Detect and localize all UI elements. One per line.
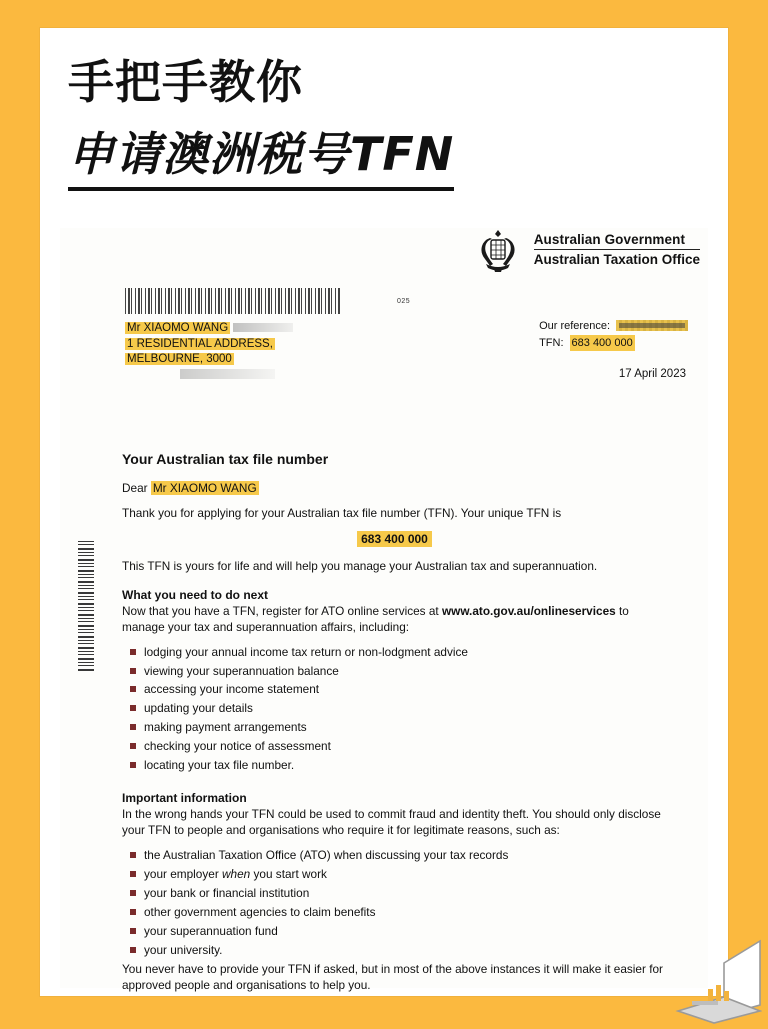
redaction-smudge-2 bbox=[180, 369, 275, 379]
lifetime-note: This TFN is yours for life and will help you manage your Australian tax and superannuation. bbox=[122, 558, 598, 573]
address-block bbox=[125, 321, 293, 379]
salutation-name: Mr XIAOMO WANG bbox=[152, 480, 257, 495]
tfn-display bbox=[122, 531, 667, 548]
our-reference-label: Our reference: bbox=[539, 320, 610, 332]
list-item: locating your tax file number. bbox=[144, 758, 667, 774]
redaction-smudge bbox=[233, 323, 293, 332]
side-barcode bbox=[78, 541, 94, 673]
letter-title: Your Australian tax file number bbox=[122, 451, 329, 467]
divider bbox=[534, 249, 700, 250]
our-reference-redacted-value bbox=[616, 320, 688, 331]
next-steps-text-after: to manage your tax and superannuation affairs, including: bbox=[122, 603, 629, 634]
headline bbox=[68, 55, 628, 191]
letter-date: 17 April 2023 bbox=[618, 368, 686, 380]
reference-block bbox=[539, 318, 688, 351]
salutation bbox=[122, 481, 667, 497]
important-information-paragraph: In the wrong hands your TFN could be used to commit fraud and identity theft. You should only disclose your TFN to people and organisations who require it for legitimate reasons, such as: bbox=[122, 807, 661, 838]
list-item: the Australian Taxation Office (ATO) when discussing your tax records bbox=[144, 848, 667, 864]
addressee-name: Mr XIAOMO WANG bbox=[127, 322, 229, 334]
addressee-line-1: 1 RESIDENTIAL ADDRESS, bbox=[127, 337, 273, 350]
ato-online-services-link[interactable]: www.ato.gov.au/onlineservices bbox=[441, 603, 616, 618]
mail-barcode bbox=[125, 288, 340, 314]
list-item: your university. bbox=[144, 943, 667, 959]
list-item: your bank or financial institution bbox=[144, 886, 667, 902]
ato-branding bbox=[470, 228, 700, 274]
list-item: viewing your superannuation balance bbox=[144, 664, 667, 680]
list-item: lodging your annual income tax return or non-lodgment advice bbox=[144, 645, 667, 661]
next-steps-text-before: Now that you have a TFN, register for ATO online services at bbox=[122, 603, 442, 618]
headline-line-1: 手把手教你 bbox=[68, 55, 303, 109]
list-item: checking your notice of assessment bbox=[144, 739, 667, 755]
laptop-illustration-icon bbox=[632, 919, 762, 1024]
australian-government-label: Australian Government bbox=[533, 232, 686, 247]
tfn-reference-value: 683 400 000 bbox=[570, 335, 635, 352]
list-item: making payment arrangements bbox=[144, 720, 667, 736]
next-steps-heading: What you need to do next bbox=[122, 587, 268, 602]
next-steps-list bbox=[122, 645, 667, 774]
tfn-value: 683 400 000 bbox=[357, 531, 432, 547]
intro-paragraph: Thank you for applying for your Australian tax file number (TFN). Your unique TFN is bbox=[122, 505, 562, 520]
list-item: other government agencies to claim benefits bbox=[144, 905, 667, 921]
list-item: your superannuation fund bbox=[144, 924, 667, 940]
addressee-line-2: MELBOURNE, 3000 bbox=[127, 353, 232, 366]
ato-wordmark bbox=[534, 228, 700, 267]
australian-taxation-office-label: Australian Taxation Office bbox=[533, 252, 700, 267]
sequence-number: 025 bbox=[397, 298, 411, 305]
closing-paragraph: You never have to provide your TFN if asked, but in most of the above instances it will make it easier for approved people and organisations to help you. bbox=[122, 961, 663, 992]
australian-coat-of-arms-icon bbox=[470, 228, 526, 274]
tfn-label: TFN: bbox=[539, 336, 564, 349]
list-item: your employer when you start work bbox=[144, 867, 667, 883]
letter-body bbox=[122, 450, 667, 1002]
list-item: updating your details bbox=[144, 701, 667, 717]
next-steps-paragraph bbox=[122, 604, 667, 636]
headline-line-2: 申请澳洲税号TFN bbox=[68, 128, 454, 191]
list-item: accessing your income statement bbox=[144, 682, 667, 698]
ato-letter bbox=[60, 228, 708, 992]
important-information-heading: Important information bbox=[122, 791, 247, 806]
salutation-label: Dear bbox=[122, 480, 148, 495]
important-information-list bbox=[122, 848, 667, 959]
